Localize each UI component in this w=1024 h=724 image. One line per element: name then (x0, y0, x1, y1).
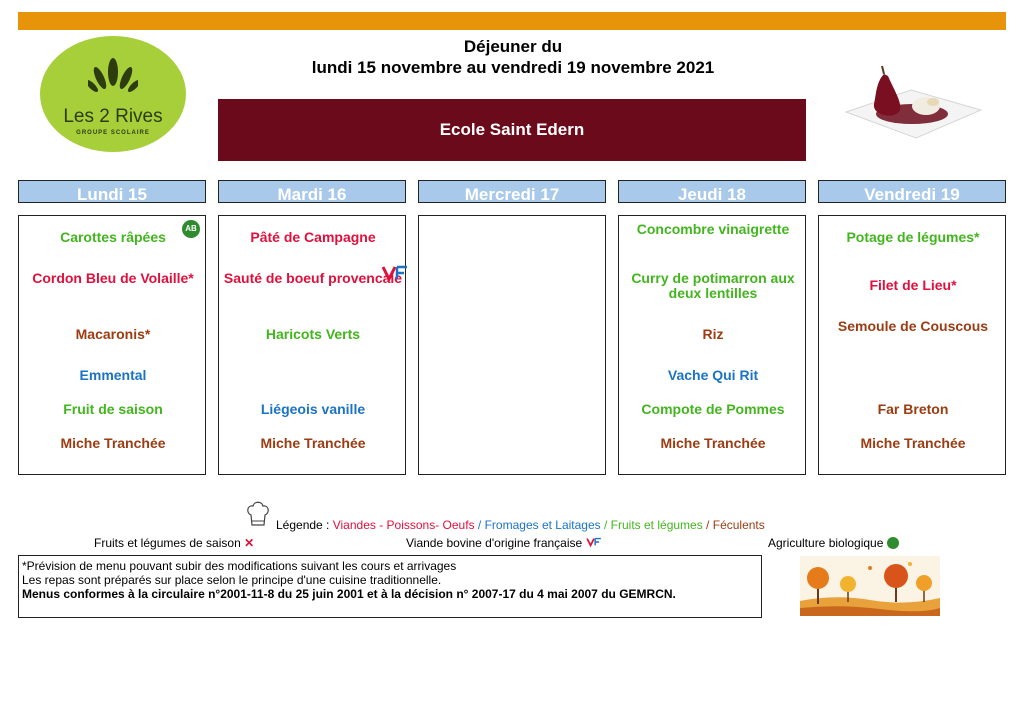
menu-item: Far Breton (877, 401, 949, 417)
menu-item: Curry de potimarron aux deux lentilles (631, 270, 795, 301)
legend-sep-2: / (600, 518, 611, 532)
menu-item: Miche Tranchée (260, 435, 366, 451)
menu-item: Miche Tranchée (60, 435, 166, 451)
legend-french-beef-label: Viande bovine d'origine française (406, 536, 583, 550)
top-accent-bar (18, 12, 1006, 30)
logo-subtitle: GROUPE SCOLAIRE (76, 130, 150, 136)
legend-starch: Féculents (712, 518, 765, 532)
legend-sep-3: / (702, 518, 713, 532)
legend-french-beef (406, 536, 602, 550)
organic-ab-icon: AB (182, 220, 200, 238)
legend-prefix: Légende : (276, 518, 333, 532)
organic-leaf-icon (887, 537, 899, 549)
menu-item: Filet de Lieu* (869, 277, 957, 293)
school-banner (218, 99, 806, 161)
school-name: Ecole Saint Edern (439, 120, 585, 139)
day-header-mardi: Mardi 16 (218, 180, 406, 203)
menu-item: Compote de Pommes (641, 401, 785, 417)
legend-sep-1: / (474, 518, 485, 532)
note-line-2: Les repas sont préparés sur place selon le principe d'une cuisine traditionnelle. (22, 573, 442, 587)
menu-item: Sauté de boeuf provencale (223, 270, 403, 286)
note-line-3: Menus conformes à la circulaire n°2001-11-8 du 25 juin 2001 et à la décision n° 2007-17 du 4 mai 2007 du GEMRCN. (22, 587, 676, 601)
legend-organic (768, 536, 899, 550)
legend-season-label: Fruits et légumes de saison (94, 536, 241, 550)
menu-item: Potage de légumes* (846, 229, 980, 245)
french-beef-icon (586, 537, 602, 547)
seasonal-cross-icon: ✕ (244, 536, 255, 550)
day-menu-mercredi (418, 215, 606, 475)
title-line-2: lundi 15 novembre au vendredi 19 novembre 2021 (311, 58, 715, 77)
legend-season (94, 536, 254, 550)
day-header-jeudi: Jeudi 18 (618, 180, 806, 203)
menu-item: Carottes râpées (60, 229, 166, 245)
notes-box (18, 555, 762, 618)
menu-item: Macaronis* (75, 326, 151, 342)
poached-pear-dessert-image (836, 60, 986, 140)
menu-item: Miche Tranchée (660, 435, 766, 451)
menu-item: Riz (702, 326, 724, 342)
menu-item: Fruit de saison (63, 401, 163, 417)
logo-name: Les 2 Rives (63, 106, 163, 127)
day-header-lundi: Lundi 15 (18, 180, 206, 203)
autumn-landscape-image (800, 556, 940, 616)
menu-item: Emmental (79, 367, 147, 383)
menu-item: Miche Tranchée (860, 435, 966, 451)
chef-hat-icon (246, 501, 270, 529)
menu-item: Liégeois vanille (260, 401, 366, 417)
day-menu-lundi (18, 215, 206, 475)
day-header-mercredi: Mercredi 17 (418, 180, 606, 203)
menu-item: Haricots Verts (265, 326, 361, 342)
menu-item: Concombre vinaigrette (636, 221, 790, 237)
day-header-vendredi: Vendredi 19 (818, 180, 1006, 203)
page-title (218, 36, 808, 78)
menu-item: Cordon Bleu de Volaille* (32, 270, 194, 286)
school-logo (40, 36, 186, 152)
menu-item: Pâté de Campagne (250, 229, 376, 245)
note-line-1: *Prévision de menu pouvant subir des modifications suivant les cours et arrivages (22, 559, 457, 573)
french-beef-icon (381, 265, 409, 281)
logo-leaves-icon (88, 54, 138, 104)
menu-item: Vache Qui Rit (667, 367, 759, 383)
legend-dairy: Fromages et Laitages (484, 518, 601, 532)
day-menu-vendredi (818, 215, 1006, 475)
legend-veg: Fruits et légumes (610, 518, 703, 532)
menu-item: Semoule de Couscous (837, 318, 989, 334)
day-menu-jeudi (618, 215, 806, 475)
legend-organic-label: Agriculture biologique (768, 536, 884, 550)
legend (276, 518, 765, 532)
legend-meat: Viandes - Poissons- Oeufs (332, 518, 475, 532)
day-menu-mardi (218, 215, 406, 475)
title-line-1: Déjeuner du (463, 37, 563, 56)
